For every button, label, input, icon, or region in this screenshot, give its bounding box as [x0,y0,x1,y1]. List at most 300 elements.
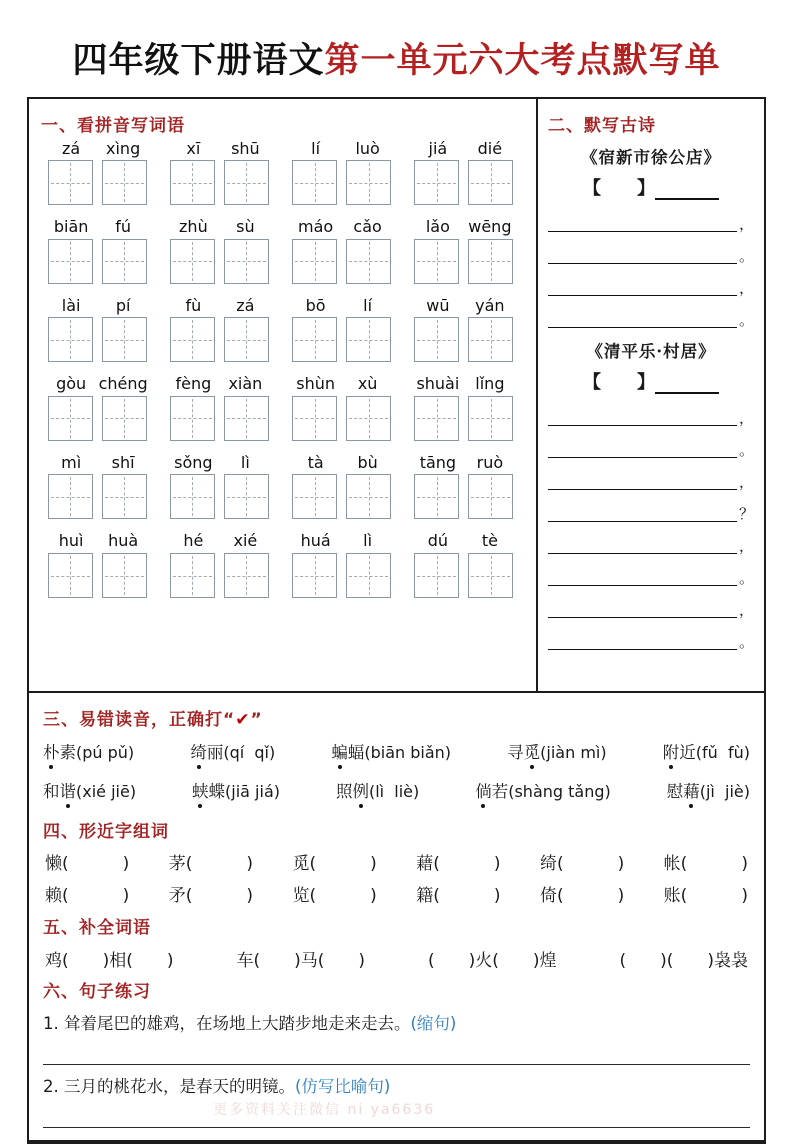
word-formation-item [45,849,129,874]
pinyin-syllable: lì [240,452,250,472]
pinyin-labels [167,140,271,158]
line-punctuation: 。 [738,310,754,329]
pinyin-row [41,218,530,284]
word-formation-item [169,881,253,906]
answer-line-1 [43,1040,750,1065]
answer-parens: ( ) [680,853,748,874]
answer-parens: ( ) [185,853,254,874]
pinyin-syllable: sù [236,217,255,237]
line-punctuation: 。 [738,568,754,587]
pinyin-word-group [286,375,398,441]
section3-heading [43,705,750,730]
poem-blank-line [548,504,754,523]
pinyin-word-group [163,532,275,598]
pinyin-labels [167,454,271,472]
pinyin-syllable: máo [298,217,334,237]
pinyin-syllable: lì [363,531,373,551]
base-character: 绮 [539,853,557,874]
tian-grid-box [224,474,269,519]
word-formation-row [45,881,748,906]
tian-grid-box [414,317,459,362]
blank-rule [548,507,737,522]
poem-blank-line [548,214,754,233]
watermark: 更多资料关注微信 ni ya6636 [213,1101,436,1118]
tian-grid-box [346,553,391,598]
poem-block [548,338,754,650]
writing-boxes [292,474,391,519]
pinyin-word-group [286,454,398,520]
pinyin-labels [45,454,149,472]
word-char: 照 [335,781,353,801]
blank-rule [548,475,737,490]
pinyin-labels [45,532,149,550]
pinyin-syllable: fú [115,217,132,237]
pinyin-options: (shàng tǎng) [508,781,611,801]
sentence-2-text: 2. 三月的桃花水，是春天的明镜。 [43,1076,295,1096]
pinyin-syllable: lǎo [425,217,450,237]
blank-rule [548,411,737,426]
pinyin-options: (jì jiè) [699,781,750,801]
word-char: 和 [43,781,60,801]
pinyin-word-group [408,532,520,598]
pinyin-syllable: ruò [476,452,504,472]
poem-blank-line [548,440,754,459]
word-formation-item [416,849,500,874]
pinyin-syllable: tāng [419,452,457,472]
pinyin-labels [167,532,271,550]
pinyin-word-group [286,297,398,363]
tian-grid-box [102,239,147,284]
base-character: 懒 [45,853,62,874]
pinyin-rows-container [41,140,530,599]
pronunciation-item [507,739,606,763]
tian-grid-box [102,553,147,598]
tian-grid-box [292,474,337,519]
tian-grid-box [346,396,391,441]
writing-boxes [170,317,269,362]
pinyin-word-group [163,297,275,363]
complete-word-item: 车( )马( ) [236,950,366,971]
tian-grid-box [414,396,459,441]
word [192,782,225,801]
pinyin-syllable: biān [53,217,89,237]
answer-parens: ( ) [680,885,748,906]
top-area [29,99,764,691]
pinyin-options: (qí qǐ) [223,742,276,762]
pinyin-syllable: huá [300,531,331,551]
tian-grid-box [346,160,391,205]
worksheet-body [27,97,766,1144]
sentence-2-tag: (仿写比喻句) [295,1076,391,1096]
pinyin-syllable: lǐng [475,374,505,394]
writing-boxes [170,160,269,205]
word [475,782,508,801]
tian-grid-box [102,396,147,441]
writing-boxes [414,553,513,598]
pinyin-syllable: chéng [98,374,148,394]
blank-rule [548,635,737,650]
pinyin-labels [412,218,516,236]
pronunciation-item [667,778,750,802]
word-char: 寻 [507,742,524,762]
tian-grid-box [170,239,215,284]
word [507,743,540,762]
word-char: 素 [59,742,76,762]
tian-grid-box [102,317,147,362]
poem-blank-line [548,568,754,587]
word-char: 例 [352,778,369,802]
tian-grid-box [170,160,215,205]
blank-rule [548,313,737,328]
tian-grid-box [224,239,269,284]
pinyin-word-group [408,375,520,441]
writing-boxes [414,474,513,519]
pinyin-options: (biān biǎn) [364,742,452,762]
word-char: 谐 [60,778,77,802]
writing-boxes [414,317,513,362]
word-formation-container [43,849,750,906]
word-char: 绮 [190,739,207,763]
sentence-exercise-2 [43,1073,750,1118]
pinyin-labels [45,375,149,393]
section-poem-dictation [536,99,764,691]
base-character: 觅 [292,853,310,874]
line-punctuation: ， [738,600,754,619]
blank-rule [548,539,737,554]
pinyin-syllable: huì [58,531,84,551]
complete-word-item: ( )( )袅袅 [619,950,748,971]
word-formation-item [169,849,253,874]
tian-grid-box [346,239,391,284]
poem-author-line [548,174,754,200]
pinyin-options: (lì liè) [368,781,420,801]
line-punctuation: ， [738,472,754,491]
pinyin-syllable: shuài [416,374,460,394]
pinyin-labels [412,297,516,315]
line-punctuation: ？ [738,504,754,523]
sentence-1-text: 1. 耸着尾巴的雄鸡，在场地上大踏步地走来走去。 [43,1013,411,1033]
pinyin-word-group [286,532,398,598]
blank-rule [548,281,737,296]
pinyin-labels [290,218,394,236]
title-unit-part: 第一单元六大考点默写单 [324,40,721,81]
pinyin-syllable: zhù [179,217,208,237]
pinyin-syllable: yán [475,295,505,315]
poem-title: 《宿新市徐公店》 [581,147,721,167]
pronunciation-row [43,778,750,802]
pinyin-syllable: huà [108,531,139,551]
line-punctuation: 。 [738,440,754,459]
author-brackets: 【 】 [583,177,655,199]
section4-heading: 四、形近字组词 [43,821,169,842]
word-formation-row [45,849,748,874]
pinyin-word-group [41,454,153,520]
tian-grid-box [292,317,337,362]
tian-grid-box [102,160,147,205]
word [331,743,364,762]
word-formation-item [292,849,376,874]
word-char: 蝙 [331,739,348,763]
tian-grid-box [48,474,93,519]
pinyin-syllable: mì [61,452,82,472]
writing-boxes [414,239,513,284]
answer-parens: ( ) [433,885,501,906]
tian-grid-box [48,160,93,205]
pinyin-labels [45,218,149,236]
pinyin-labels [412,375,516,393]
answer-parens: ( ) [309,885,377,906]
pinyin-syllable: hé [183,531,204,551]
section3-heading-text: 三、易错读音，正确打“ [43,709,236,730]
pinyin-syllable: cǎo [353,217,382,237]
pinyin-labels [167,297,271,315]
tian-grid-box [224,396,269,441]
answer-parens: ( ) [556,885,625,906]
pinyin-syllable: dú [427,531,449,551]
pinyin-word-group [408,218,520,284]
poem-blank-line [548,408,754,427]
tian-grid-box [468,317,513,362]
pinyin-syllable: zá [236,295,255,315]
sentence-exercise-1 [43,1010,750,1034]
pronunciation-item [336,778,419,802]
word-char: 蝶 [208,781,226,801]
sentence-1-tag: (缩句) [410,1013,457,1033]
tian-grid-box [346,317,391,362]
pinyin-syllable: wū [426,295,450,315]
pinyin-labels [45,140,149,158]
tian-grid-box [170,396,215,441]
base-character: 茅 [168,853,186,874]
pinyin-syllable: lí [363,295,373,315]
section1-heading: 一、看拼音写词语 [41,115,185,136]
complete-word-item: 鸡( )相( ) [45,950,174,971]
word-char: 蝠 [347,742,365,762]
answer-parens: ( ) [309,853,377,874]
tian-grid-box [414,239,459,284]
pinyin-options: (xié jiē) [76,781,137,801]
tian-grid-box [102,474,147,519]
pinyin-syllable: luò [355,138,380,158]
base-character: 览 [292,885,310,906]
base-character: 矛 [168,885,186,906]
poems-container [548,144,754,650]
pronunciation-item [331,739,451,763]
pinyin-word-group [41,140,153,206]
writing-boxes [48,239,147,284]
pinyin-options: (pú pǔ) [76,742,135,762]
pinyin-row [41,454,530,520]
pinyin-word-group [41,375,153,441]
tian-grid-box [170,317,215,362]
tian-grid-box [468,396,513,441]
pinyin-syllable: fù [185,295,202,315]
pronunciation-item [43,739,134,763]
pinyin-syllable: gòu [56,374,87,394]
tian-grid-box [48,317,93,362]
pinyin-syllable: dié [477,138,503,158]
pronunciation-item [43,778,136,802]
poem-blank-line [548,246,754,265]
word [667,782,700,801]
pronunciation-item [475,778,611,802]
poem-blank-line [548,278,754,297]
section6-heading: 六、句子练习 [43,981,151,1002]
tian-grid-box [48,553,93,598]
pinyin-labels [412,140,516,158]
author-blank [655,182,719,200]
tian-grid-box [224,317,269,362]
blank-rule [548,217,737,232]
pronunciation-item [663,739,750,763]
word [43,743,76,762]
pinyin-syllable: bō [305,295,326,315]
word [663,743,696,762]
pinyin-syllable: pí [115,295,131,315]
tian-grid-box [292,553,337,598]
pinyin-word-group [286,140,398,206]
pinyin-syllable: xī [186,138,201,158]
pinyin-labels [290,532,394,550]
tian-grid-box [292,239,337,284]
poem-block [548,144,754,328]
pinyin-syllable: tà [307,452,324,472]
writing-boxes [292,317,391,362]
pinyin-syllable: fèng [175,374,212,394]
blank-rule [548,571,737,586]
pinyin-syllable: xiàn [228,374,263,394]
writing-boxes [48,396,147,441]
writing-boxes [414,396,513,441]
pinyin-word-group [408,454,520,520]
tian-grid-box [292,160,337,205]
pronunciation-item [192,778,280,802]
tian-grid-box [414,474,459,519]
word-formation-item [664,881,748,906]
section2-heading: 二、默写古诗 [548,115,656,136]
writing-boxes [292,239,391,284]
base-character: 籍 [416,885,434,906]
tian-grid-box [468,553,513,598]
pinyin-syllable: lài [61,295,81,315]
tian-grid-box [468,239,513,284]
base-character: 赖 [45,885,62,906]
writing-boxes [48,474,147,519]
checkmark-icon: ✔ [235,709,251,730]
blank-rule [548,603,737,618]
tian-grid-box [170,474,215,519]
word-formation-item [292,881,376,906]
author-brackets: 【 】 [583,371,655,393]
pinyin-labels [412,454,516,472]
word-char: 丽 [206,742,224,762]
author-blank [655,376,719,394]
word [336,782,369,801]
pinyin-labels [167,375,271,393]
answer-parens: ( ) [62,853,130,874]
pinyin-syllable: tè [481,531,498,551]
pinyin-syllable: xìng [106,138,141,158]
pinyin-word-group [408,297,520,363]
base-character: 帐 [663,853,681,874]
complete-word-item: ( )火( )煌 [427,950,557,971]
line-punctuation: ， [738,278,754,297]
tian-grid-box [224,553,269,598]
writing-boxes [170,396,269,441]
line-punctuation: ， [738,408,754,427]
pinyin-syllable: jiá [428,138,448,158]
tian-grid-box [292,396,337,441]
writing-boxes [170,239,269,284]
writing-boxes [292,160,391,205]
pinyin-labels [45,297,149,315]
poem-blank-line [548,310,754,329]
pinyin-row [41,140,530,206]
pinyin-row [41,532,530,598]
page-title [0,0,793,97]
word-char: 朴 [43,739,60,763]
word-formation-item [540,881,624,906]
pinyin-syllable: shùn [296,374,335,394]
answer-parens: ( ) [185,885,254,906]
poem-blank-line [548,632,754,651]
pinyin-syllable: zá [62,138,81,158]
pinyin-labels [290,454,394,472]
word-char: 若 [491,781,509,801]
title-grade-part: 四年级下册语文 [72,40,325,81]
writing-boxes [292,396,391,441]
tian-grid-box [224,160,269,205]
tian-grid-box [414,160,459,205]
word-formation-item [416,881,500,906]
poem-blank-line [548,472,754,491]
line-punctuation: ， [738,536,754,555]
tian-grid-box [48,396,93,441]
bottom-area [29,691,764,1140]
answer-parens: ( ) [62,885,130,906]
complete-words-row [45,946,748,971]
word-formation-item [540,849,624,874]
base-character: 倚 [539,885,557,906]
pinyin-syllable: bù [357,452,378,472]
pinyin-syllable: shū [231,138,260,158]
answer-parens: ( ) [556,853,625,874]
writing-boxes [414,160,513,205]
pronunciation-rows-container [43,739,750,802]
tian-grid-box [468,160,513,205]
pinyin-labels [290,297,394,315]
tian-grid-box [170,553,215,598]
pinyin-syllable: lí [311,138,321,158]
word-char: 近 [679,742,696,762]
writing-boxes [292,553,391,598]
pinyin-labels [412,532,516,550]
word-char: 觅 [524,739,541,763]
writing-boxes [48,553,147,598]
pinyin-word-group [408,140,520,206]
pinyin-word-group [163,140,275,206]
pinyin-word-group [163,218,275,284]
writing-boxes [48,317,147,362]
word-char: 藉 [683,778,700,802]
pinyin-options: (jiā jiá) [225,781,280,801]
tian-grid-box [414,553,459,598]
line-punctuation: 。 [738,246,754,265]
answer-parens: ( ) [433,853,501,874]
pinyin-word-group [163,375,275,441]
pronunciation-row [43,739,750,763]
pinyin-syllable: wēng [468,217,512,237]
